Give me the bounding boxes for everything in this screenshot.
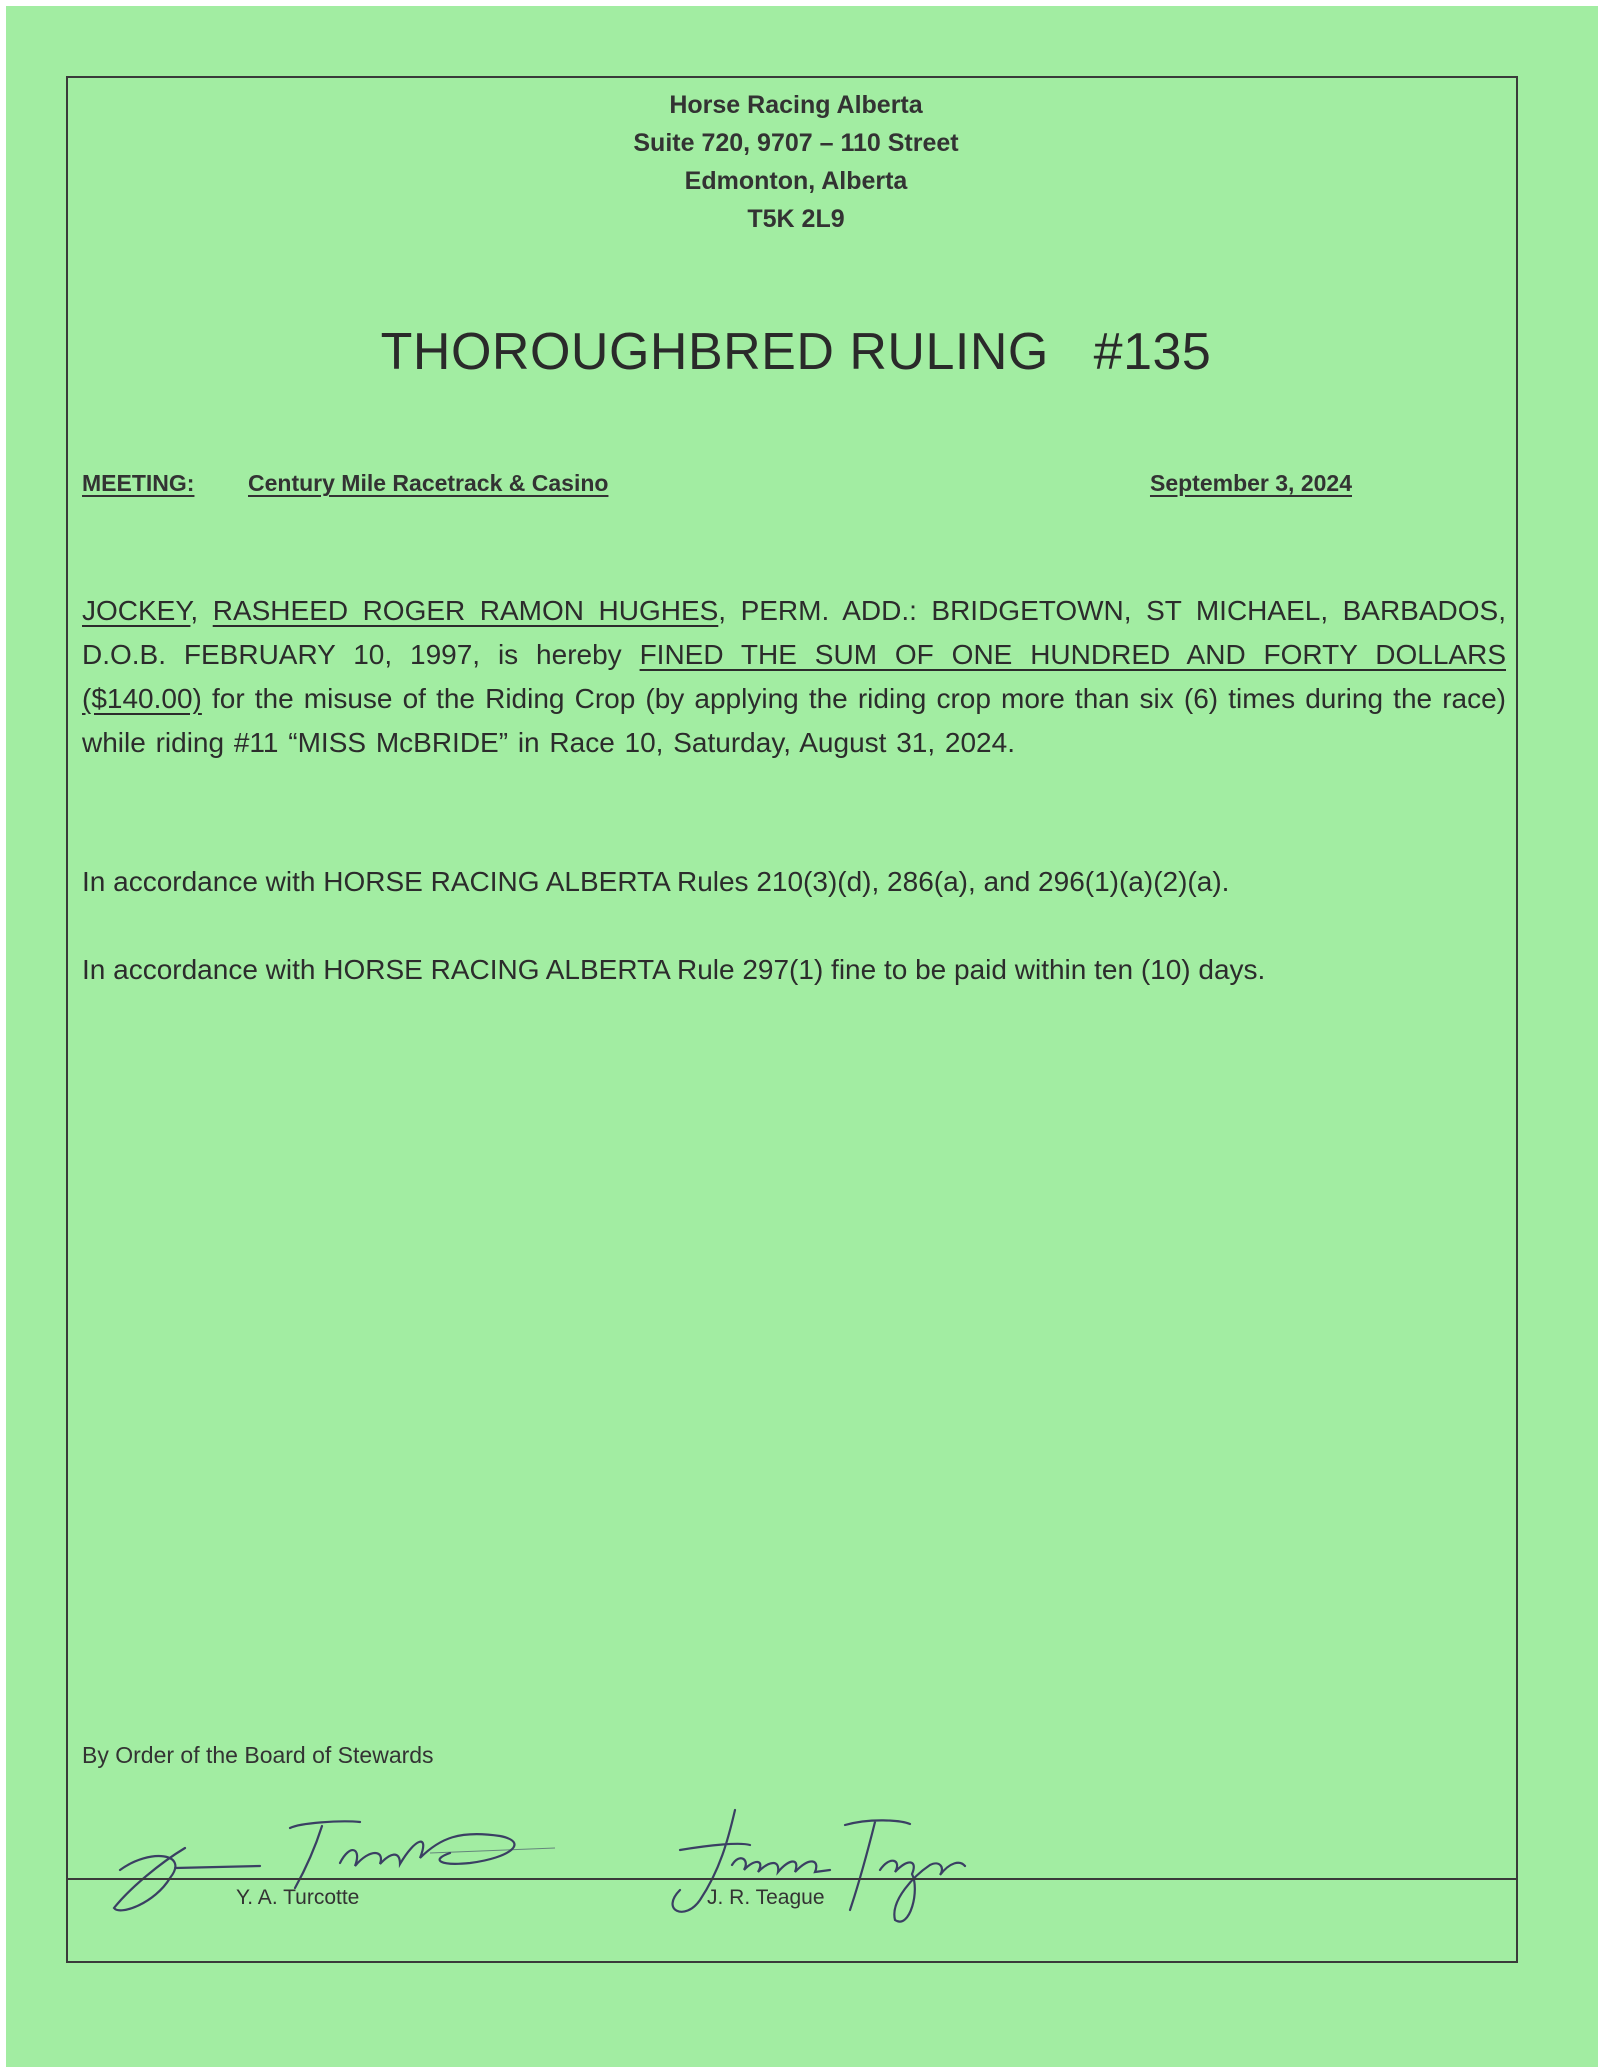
board-order-text: By Order of the Board of Stewards (82, 1742, 434, 1768)
address-line-1: Suite 720, 9707 – 110 Street (633, 129, 959, 157)
licensee-name: RASHEED ROGER RAMON HUGHES (212, 595, 719, 626)
organization-name: Horse Racing Alberta (669, 91, 923, 119)
ruling-separator: , (190, 595, 213, 626)
ruling-paragraph (82, 589, 1506, 765)
steward-name-turcotte: Y. A. Turcotte (236, 1886, 360, 1909)
ruling-title: THOROUGHBRED RULING #135 (380, 323, 1212, 381)
penalty-text: FINED THE SUM OF ONE HUNDRED AND FORTY DOLLARS ($140.00) (82, 639, 1506, 714)
meeting-date: September 3, 2024 (1149, 470, 1352, 496)
meeting-label: MEETING: (82, 470, 195, 496)
postal-code: T5K 2L9 (747, 205, 845, 233)
address-line-2: Edmonton, Alberta (684, 167, 908, 195)
teague-signature (640, 1790, 970, 1940)
signature-line (66, 1878, 1518, 1880)
licensee-details: , PERM. ADD.: BRIDGETOWN, ST MICHAEL, BARBADOS, D.O.B. FEBRUARY 10, 1997, is hereby (82, 595, 1506, 670)
letterhead (0, 86, 1592, 238)
ruling-reason: for the misuse of the Riding Crop (by applying the riding crop more than six (6) times during the race) while riding #11 “MISS McBRIDE” in Race 10, Saturday, August 31, 2024. (82, 683, 1506, 758)
rules-citation: In accordance with HORSE RACING ALBERTA Rules 210(3)(d), 286(a), and 296(1)(a)(2)(a). (82, 866, 1230, 897)
meeting-venue: Century Mile Racetrack & Casino (248, 470, 609, 496)
licensee-role: JOCKEY (82, 595, 191, 626)
steward-name-teague: J. R. Teague (707, 1886, 825, 1909)
payment-rule: In accordance with HORSE RACING ALBERTA Rule 297(1) fine to be paid within ten (10) days. (82, 954, 1266, 985)
